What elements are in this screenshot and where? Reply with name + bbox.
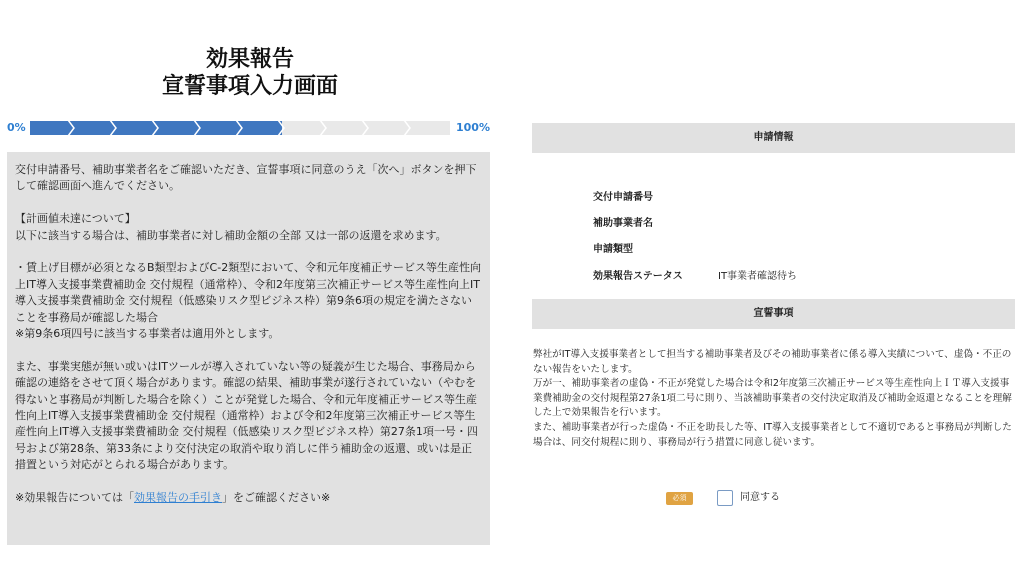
progress-chevron (152, 121, 158, 135)
instructions-intro: 交付申請番号、補助事業者名をご確認いただき、宣誓事項に同意のうえ「次へ」ボタンを押下して確認画面へ進んでください。 (15, 163, 477, 193)
progress-chevron (236, 121, 242, 135)
progress-start-label: 0% (7, 121, 26, 134)
info-label: 申請類型 (593, 244, 633, 255)
agree-label[interactable]: 同意する (740, 492, 780, 503)
progress-chevron (110, 121, 116, 135)
guide-reference-suffix: 」をご確認ください※ (222, 491, 331, 505)
progress-end-label: 100% (456, 121, 490, 134)
progress-chevrons (30, 121, 450, 135)
wage-target-condition: ・賃上げ目標が必須となるB類型およびC-2類型において、令和元年度補正サービス等生産性向上IT導入支援事業費補助金 交付規程（通常枠）、令和2年度第三次補正サービス等生産性向上IT導入支援事業費補助金 交付規程（低感染リスク型ビジネス枠）第9条6項の規定を満たさないことを事務局が確認した場合 (15, 261, 481, 324)
wage-target-note: ※第9条6項四号に該当する事業者は適用外とします。 (15, 327, 280, 341)
progress-chevron (194, 121, 200, 135)
info-row-application-type (593, 240, 718, 255)
oath-paragraph-2: 万が一、補助事業者の虚偽・不正が発覚した場合は令和2年度第三次補正サービス等生産性向上ＩＴ導入支援事業費補助金の交付規程第27条1項二号に則り、当該補助事業者の交付決定取消及び補助金返還となることを理解した上で効果報告を行います。 (533, 378, 1012, 419)
oath-paragraph-3: また、補助事業者が行った虚偽・不正を助長した等、IT導入支援事業者として不適切であると事務局が判断した場合は、同交付規程に則り、事務局が行う措置に同意し従います。 (533, 421, 1012, 448)
info-row-business-name (593, 214, 718, 229)
page-title (0, 46, 500, 100)
audit-notice: また、事業実態が無い或いはITツールが導入されていない等の疑義が生じた場合、事務局から確認の連絡をさせて頂く場合があります。確認の結果、補助事業が遂行されていない（やむを得ないと事務局が判断した場合を除く）ことが発覚した場合、令和元年度補正サービス等生産性向上IT導入支援事業費補助金 交付規程（通常枠）および令和2年度第三次補正サービス等生産性向上IT導入支援事業費補助金 交付規程（低感染リスク型ビジネス枠）第27条1項一号・四号および第28条、第33条により交付決定の取消や取り消しに伴う補助金の返還、或いは是正措置という対応がとられる場合があります。 (15, 359, 478, 472)
info-row-report-status (593, 267, 797, 282)
plan-shortfall-heading: 【計画値未達について】 (15, 212, 136, 226)
guide-reference (15, 490, 482, 506)
info-row-application-number (593, 188, 718, 203)
progress-chevron (404, 121, 410, 135)
info-label: 効果報告ステータス (593, 271, 683, 282)
page-title-line1: 効果報告 (205, 47, 294, 72)
guide-link[interactable]: 効果報告の手引き (134, 491, 222, 505)
application-info-header: 申請情報 (532, 123, 1015, 153)
progress-track (30, 121, 450, 135)
progress-chevron (362, 121, 368, 135)
progress-chevron (68, 121, 74, 135)
oath-header: 宣誓事項 (532, 299, 1015, 329)
required-badge: 必須 (666, 492, 693, 505)
oath-paragraph-1: 弊社がIT導入支援事業者として担当する補助事業者及びその補助事業者に係る導入実績について、虚偽・不正のない報告をいたします。 (533, 349, 1012, 375)
agree-checkbox[interactable] (717, 490, 733, 506)
status-value: IT事業者確認待ち (718, 271, 798, 282)
guide-reference-prefix: ※効果報告については「 (15, 491, 134, 505)
progress-bar (0, 118, 500, 138)
info-label: 交付申請番号 (593, 192, 653, 203)
progress-chevron (278, 121, 284, 135)
instructions-panel (7, 152, 490, 545)
oath-text (533, 348, 1015, 450)
progress-chevron (320, 121, 326, 135)
page-title-line2: 宣誓事項入力画面 (161, 74, 338, 99)
plan-shortfall-text: 以下に該当する場合は、補助事業者に対し補助金額の全部 又は一部の返還を求めます。 (15, 228, 447, 242)
info-label: 補助事業者名 (593, 218, 653, 229)
